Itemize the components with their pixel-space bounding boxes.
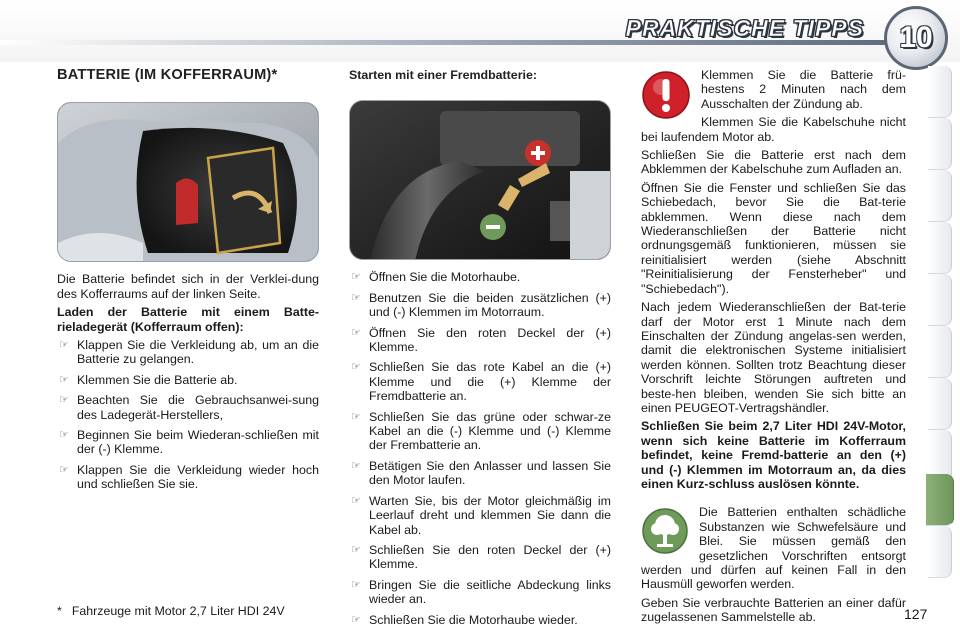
charging-steps [57,338,319,492]
step-text: Öffnen Sie den roten Deckel der (+) Klemme. [369,325,611,355]
pointing-hand-bullet-icon: ☞ [351,326,361,339]
pointing-hand-bullet-icon: ☞ [351,543,361,556]
pointing-hand-bullet-icon: ☞ [351,291,361,304]
list-item [349,326,611,355]
pointing-hand-bullet-icon: ☞ [59,394,69,407]
environment-text-1: Die Batterien enthalten schädliche Substanzen wie Schwefelsäure und Blei. Sie müssen gemäß den gesetzlichen Vorschriften entsorgt werden und dürfen auf keinen Fall in den Hausmüll geworfen werden. [641,505,906,592]
list-item [57,463,319,492]
tree-environment-icon [641,507,689,555]
trunk-photo [57,102,319,262]
step-text: Klappen Sie die Verkleidung wieder hoch und schließen Sie sie. [77,462,319,492]
pointing-hand-bullet-icon: ☞ [351,459,361,472]
exclamation-warning-icon [641,70,691,120]
warning-bold-text: Schließen Sie beim 2,7 Liter HDI 24V-Motor, wenn sich keine Batterie im Kofferraum befindet, keine Fremd-batterie an den (+) und (-) Klemmen im Motorraum an, da dies einen Kurz-schluss auslösen könnte. [641,419,906,491]
warning-text-3: Schließen Sie die Batterie erst nach dem Abklemmen der Kabelschuhe zum Aufladen an. [641,148,906,177]
environment-block [641,505,906,624]
page-number: 127 [904,606,928,622]
engine-bay-photo [349,100,611,260]
pointing-hand-bullet-icon: ☞ [351,361,361,374]
side-tab-strip [928,66,952,572]
jump-start-steps [349,270,611,627]
environment-text-2: Geben Sie verbrauchte Batterien an einer dafür zugelassenen Sammelstelle ab. [641,595,906,625]
side-tab-2[interactable] [928,118,952,170]
battery-location-text: Die Batterie befindet sich in der Verklei-dung des Kofferraums auf der linken Seite. [57,272,319,301]
step-text: Schließen Sie das rote Kabel an die (+) Klemme und die (+) Klemme der Fremdbatterie an. [369,360,611,404]
chapter-number: 10 [899,21,933,54]
side-tab-3[interactable] [928,170,952,222]
side-tab-7[interactable] [928,378,952,430]
side-tab-4[interactable] [928,222,952,274]
charging-subtitle: Laden der Batterie mit einem Batte-rieladegerät (Kofferraum offen): [57,305,319,334]
list-item [349,291,611,320]
middle-column [349,68,611,633]
chapter-badge [884,6,948,70]
step-text: Klemmen Sie die Batterie ab. [77,372,238,387]
side-tab-10[interactable] [928,526,952,578]
list-item [349,410,611,453]
list-item [57,338,319,367]
right-column [641,68,906,629]
list-item [57,373,319,387]
side-tab-5[interactable] [928,274,952,326]
step-text: Schließen Sie das grüne oder schwar-ze Kabel an die (-) Klemme und (-) Klemme der Frembatterie an. [369,409,611,453]
pointing-hand-bullet-icon: ☞ [351,271,361,284]
footnote-text: Fahrzeuge mit Motor 2,7 Liter HDI 24V [71,604,285,618]
warning-text-1: Klemmen Sie die Batterie frü-hestens 2 Minuten nach dem Ausschalten der Zündung ab. [701,68,906,111]
pointing-hand-bullet-icon: ☞ [351,578,361,591]
side-tab-6[interactable] [928,326,952,378]
list-item [349,613,611,627]
list-item [57,393,319,422]
list-item [57,428,319,457]
warning-block [641,68,906,491]
step-text: Klappen Sie die Verkleidung ab, um an die Batterie zu gelangen. [77,338,319,367]
pointing-hand-bullet-icon: ☞ [351,613,361,626]
footnote [57,604,285,618]
list-item [349,543,611,572]
chapter-title: PRAKTISCHE TIPPS [625,15,864,41]
list-item [349,459,611,488]
step-text: Benutzen Sie die beiden zusätzlichen (+) und (-) Klemmen im Motorraum. [369,290,611,320]
step-text: Schließen Sie die Motorhaube wieder. [369,612,578,627]
side-tab-1[interactable] [928,66,952,118]
step-text: Warten Sie, bis der Motor gleichmäßig im Leerlauf dreht und klemmen Sie dann die Kabel ab. [369,493,611,537]
pointing-hand-bullet-icon: ☞ [59,339,69,352]
list-item [349,270,611,284]
list-item [349,360,611,403]
pointing-hand-bullet-icon: ☞ [351,494,361,507]
list-item [349,494,611,537]
footnote-star: * [57,604,62,618]
battery-section-title: BATTERIE (IM KOFFERRAUM)* [57,67,278,83]
side-tab-active[interactable] [926,474,954,526]
step-text: Beachten Sie die Gebrauchsanwei-sung des Ladegerät-Herstellers, [77,393,319,422]
step-text: Betätigen Sie den Anlasser und lassen Sie den Motor laufen. [369,458,611,488]
pointing-hand-bullet-icon: ☞ [59,463,69,476]
warning-text-4: Öffnen Sie die Fenster und schließen Sie das Schiebedach, bevor Sie die Bat-terie abklemmen. Wenn diese nach dem Wiederanschließen der Batterie nicht ordnungsgemäß funktionieren, müssen sie reinitialisiert werden (siehe Abschnitt "Reinitialisierung der Fensterheber" und "Schiebedach"). [641,180,906,296]
pointing-hand-bullet-icon: ☞ [351,410,361,423]
left-column [57,68,319,498]
step-text: Bringen Sie die seitliche Abdeckung links wieder an. [369,577,611,607]
pointing-hand-bullet-icon: ☞ [59,373,69,386]
pointing-hand-bullet-icon: ☞ [59,429,69,442]
jump-start-title: Starten mit einer Fremdbatterie: [349,68,537,82]
warning-text-2: Klemmen Sie die Kabelschuhe nicht bei laufendem Motor ab. [641,115,906,144]
step-text: Öffnen Sie die Motorhaube. [369,270,521,285]
warning-text-5: Nach jedem Wiederanschließen der Bat-terie darf der Motor erst 1 Minute nach dem Einschalten der Zündung angelas-sen werden, damit die elektronischen Systeme initialisiert werden können. Sollten trotz Beachtung dieser Vorschrift leichte Störungen auftreten und beste-hen bleiben, wenden Sie sich bitte an einen PEUGEOT-Vertragshändler. [641,300,906,415]
list-item [349,578,611,607]
step-text: Beginnen Sie beim Wiederan-schließen mit der (-) Klemme. [77,428,319,457]
step-text: Schließen Sie den roten Deckel der (+) Klemme. [369,542,611,572]
